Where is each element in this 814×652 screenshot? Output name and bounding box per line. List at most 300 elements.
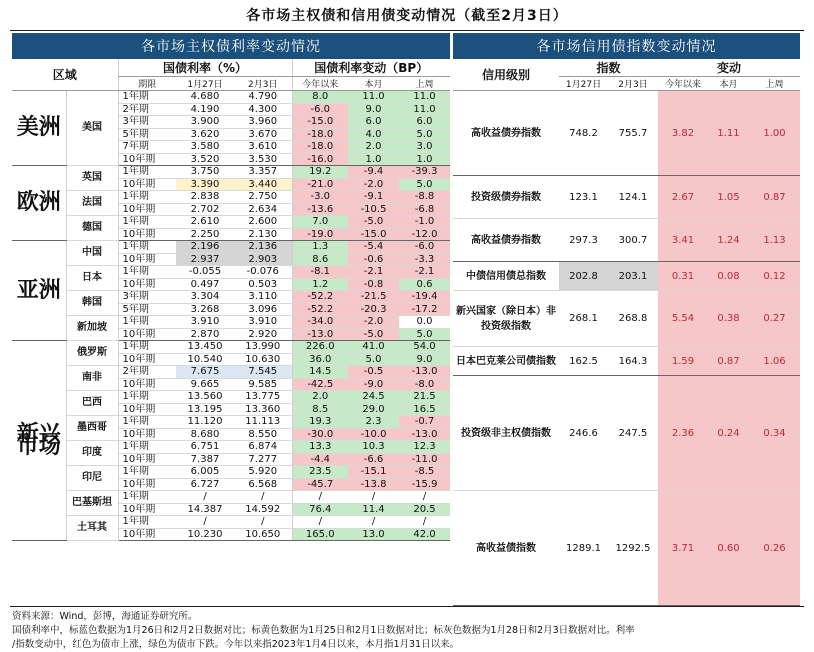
term-cell: 2年期 — [118, 103, 176, 116]
term-cell: 1年期 — [118, 341, 176, 354]
country-label: 俄罗斯 — [66, 341, 118, 366]
region-label: 美洲 — [12, 91, 66, 166]
rate-date1-cell: 6.005 — [176, 466, 234, 479]
country-label: 墨西哥 — [66, 416, 118, 441]
term-cell: 1年期 — [118, 491, 176, 504]
change-week-cell: -13.0 — [399, 366, 450, 379]
change-ytd-cell: 19.2 — [292, 166, 348, 179]
change-ytd-cell: / — [292, 491, 348, 504]
rate-date2-cell: 4.790 — [234, 91, 292, 104]
change-ytd-cell: 2.0 — [292, 391, 348, 404]
color-note: 国债利率中，标蓝色数据为1月26日和2月2日数据对比；标黄色数据为1月25日和2月1日数据对比；标灰色数据为1月28日和2月3日数据对比。利率 — [12, 625, 635, 636]
change-mtd-cell: -9.4 — [348, 166, 399, 179]
change-ytd-cell: 13.3 — [292, 441, 348, 454]
country-label: 英国 — [66, 166, 118, 191]
rate-date1-cell: 9.665 — [176, 378, 234, 391]
term-cell: 10年期 — [118, 228, 176, 241]
index-change-ytd-cell: 3.82 — [658, 91, 708, 176]
term-cell: 5年期 — [118, 128, 176, 141]
index-date1-cell: 246.6 — [559, 376, 608, 491]
rate-date1-cell: 4.190 — [176, 103, 234, 116]
table-row — [12, 291, 450, 304]
rate-date1-cell: 13.560 — [176, 391, 234, 404]
index-change-week-cell: 1.13 — [749, 219, 800, 262]
country-label: 土耳其 — [66, 516, 118, 541]
rate-date1-cell: 3.304 — [176, 291, 234, 304]
change-ytd-cell: -19.0 — [292, 228, 348, 241]
header-index-date-2: 2月3日 — [608, 77, 658, 91]
rate-date1-cell: 7.675 — [176, 366, 234, 379]
change-week-cell: 5.0 — [399, 178, 450, 191]
term-cell: 10年期 — [118, 528, 176, 541]
rate-date2-cell: 3.440 — [234, 178, 292, 191]
change-ytd-cell: -13.0 — [292, 328, 348, 341]
period-note: /指数变动中，红色为债市上涨，绿色为债市下跌。今年以来指2023年1月4日以来，本月指1月31日以来。 — [12, 639, 460, 650]
rate-date2-cell: 2.634 — [234, 203, 292, 216]
change-mtd-cell: -2.0 — [348, 316, 399, 329]
change-mtd-cell: -2.1 — [348, 266, 399, 279]
rate-date1-cell: 2.838 — [176, 191, 234, 204]
gov-banner: 各市场主权债利率变动情况 — [12, 33, 450, 59]
change-week-cell: -12.0 — [399, 228, 450, 241]
rate-date1-cell: 3.520 — [176, 153, 234, 166]
term-cell: 1年期 — [118, 166, 176, 179]
change-week-cell: -8.0 — [399, 378, 450, 391]
change-week-cell: 11.0 — [399, 91, 450, 104]
change-mtd-cell: -5.0 — [348, 216, 399, 229]
table-row — [12, 391, 450, 404]
header-rating: 信用级别 — [453, 59, 559, 91]
index-change-ytd-cell: 5.54 — [658, 291, 708, 347]
term-cell: 2年期 — [118, 366, 176, 379]
rate-date2-cell: 4.300 — [234, 103, 292, 116]
change-week-cell: / — [399, 516, 450, 529]
header-ytd: 今年以来 — [292, 77, 348, 91]
table-row — [12, 341, 450, 354]
change-week-cell: 6.0 — [399, 116, 450, 129]
rate-date1-cell: 3.910 — [176, 316, 234, 329]
index-change-ytd-cell: 3.71 — [658, 491, 708, 606]
header-index: 指数 — [559, 59, 658, 77]
rate-date1-cell: 6.727 — [176, 478, 234, 491]
change-mtd-cell: 4.0 — [348, 128, 399, 141]
term-cell: 1年期 — [118, 191, 176, 204]
index-change-week-cell: 0.87 — [749, 176, 800, 219]
bottom-rule — [10, 606, 804, 607]
change-week-cell: 0.0 — [399, 316, 450, 329]
region-label: 欧洲 — [12, 166, 66, 241]
rate-date1-cell: 13.450 — [176, 341, 234, 354]
rate-date2-cell: 5.920 — [234, 466, 292, 479]
term-cell: 10年期 — [118, 353, 176, 366]
index-change-ytd-cell: 2.67 — [658, 176, 708, 219]
rate-date1-cell: 4.680 — [176, 91, 234, 104]
header-mtd: 本月 — [348, 77, 399, 91]
credit-index-name: 投资级非主权债指数 — [453, 376, 559, 491]
change-week-cell: 12.3 — [399, 441, 450, 454]
table-row — [12, 416, 450, 429]
index-date1-cell: 748.2 — [559, 91, 608, 176]
change-ytd-cell: 1.2 — [292, 278, 348, 291]
term-cell: 1年期 — [118, 466, 176, 479]
rate-date2-cell: / — [234, 491, 292, 504]
sovereign-bond-table — [12, 59, 450, 541]
table-row — [12, 91, 450, 104]
credit-row — [453, 262, 800, 291]
index-change-week-cell: 1.06 — [749, 347, 800, 376]
index-change-mtd-cell: 0.60 — [708, 491, 749, 606]
credit-index-name: 新兴国家（除日本）非投资级指数 — [453, 291, 559, 347]
change-week-cell: -19.4 — [399, 291, 450, 304]
rate-date1-cell: 2.702 — [176, 203, 234, 216]
credit-index-name: 日本巴克莱公司债指数 — [453, 347, 559, 376]
change-week-cell: 5.0 — [399, 128, 450, 141]
credit-index-table — [453, 59, 800, 606]
credit-index-name: 中债信用债总指数 — [453, 262, 559, 291]
rate-date2-cell: -0.076 — [234, 266, 292, 279]
index-date2-cell: 124.1 — [608, 176, 658, 219]
rate-date1-cell: 3.750 — [176, 166, 234, 179]
change-ytd-cell: -52.2 — [292, 291, 348, 304]
term-cell: 1年期 — [118, 516, 176, 529]
rate-date2-cell: 10.630 — [234, 353, 292, 366]
change-week-cell: -1.0 — [399, 216, 450, 229]
change-mtd-cell: -2.0 — [348, 178, 399, 191]
credit-banner: 各市场信用债指数变动情况 — [453, 33, 800, 59]
rate-date2-cell: 7.277 — [234, 453, 292, 466]
figure-title: 各市场主权债和信用债变动情况（截至2月3日） — [246, 8, 568, 24]
term-cell: 10年期 — [118, 453, 176, 466]
region-label: 新兴市场 — [12, 341, 66, 541]
change-mtd-cell: -20.3 — [348, 303, 399, 316]
change-mtd-cell: -5.0 — [348, 328, 399, 341]
change-mtd-cell: 13.0 — [348, 528, 399, 541]
country-label: 印度 — [66, 441, 118, 466]
change-mtd-cell: -9.1 — [348, 191, 399, 204]
table-row — [12, 466, 450, 479]
change-mtd-cell: 11.4 — [348, 503, 399, 516]
table-row — [12, 191, 450, 204]
change-week-cell: -8.8 — [399, 191, 450, 204]
index-change-mtd-cell: 0.87 — [708, 347, 749, 376]
term-cell: 1年期 — [118, 316, 176, 329]
rate-date2-cell: 13.990 — [234, 341, 292, 354]
index-change-week-cell: 0.34 — [749, 376, 800, 491]
rate-date2-cell: 3.910 — [234, 316, 292, 329]
credit-row — [453, 347, 800, 376]
change-mtd-cell: / — [348, 491, 399, 504]
country-label: 新加坡 — [66, 316, 118, 341]
rate-date1-cell: / — [176, 516, 234, 529]
header-term: 期限 — [118, 77, 176, 91]
change-mtd-cell: -10.5 — [348, 203, 399, 216]
rate-date2-cell: 2.600 — [234, 216, 292, 229]
index-date1-cell: 268.1 — [559, 291, 608, 347]
index-date2-cell: 164.3 — [608, 347, 658, 376]
credit-row — [453, 491, 800, 606]
rate-date2-cell: 2.130 — [234, 228, 292, 241]
term-cell: 10年期 — [118, 253, 176, 266]
change-ytd-cell: 14.5 — [292, 366, 348, 379]
change-mtd-cell: -0.6 — [348, 253, 399, 266]
index-change-mtd-cell: 1.11 — [708, 91, 749, 176]
change-ytd-cell: 226.0 — [292, 341, 348, 354]
country-label: 巴西 — [66, 391, 118, 416]
rate-date1-cell: 0.497 — [176, 278, 234, 291]
change-ytd-cell: 23.5 — [292, 466, 348, 479]
change-mtd-cell: 1.0 — [348, 153, 399, 166]
header-index-mtd: 本月 — [708, 77, 749, 91]
rate-date2-cell: 3.670 — [234, 128, 292, 141]
header-rate: 国债利率（%） — [118, 59, 292, 77]
table-row — [12, 366, 450, 379]
header-week: 上周 — [399, 77, 450, 91]
change-week-cell: -6.8 — [399, 203, 450, 216]
index-change-ytd-cell: 2.36 — [658, 376, 708, 491]
rate-date1-cell: 11.120 — [176, 416, 234, 429]
change-week-cell: -11.0 — [399, 453, 450, 466]
index-change-ytd-cell: 1.59 — [658, 347, 708, 376]
rate-date1-cell: 6.751 — [176, 441, 234, 454]
change-week-cell: 20.5 — [399, 503, 450, 516]
change-week-cell: 5.0 — [399, 328, 450, 341]
rate-date1-cell: 10.230 — [176, 528, 234, 541]
index-date1-cell: 1289.1 — [559, 491, 608, 606]
credit-row — [453, 91, 800, 176]
change-ytd-cell: 8.0 — [292, 91, 348, 104]
change-week-cell: -3.3 — [399, 253, 450, 266]
rate-date2-cell: 8.550 — [234, 428, 292, 441]
change-week-cell: 54.0 — [399, 341, 450, 354]
rate-date1-cell: 3.268 — [176, 303, 234, 316]
change-ytd-cell: -4.4 — [292, 453, 348, 466]
header-rate-change: 国债利率变动（BP） — [292, 59, 450, 77]
rate-date2-cell: 3.960 — [234, 116, 292, 129]
credit-row — [453, 219, 800, 262]
change-mtd-cell: -10.0 — [348, 428, 399, 441]
country-label: 中国 — [66, 241, 118, 266]
term-cell: 10年期 — [118, 378, 176, 391]
rate-date2-cell: 2.903 — [234, 253, 292, 266]
rate-date1-cell: 13.195 — [176, 403, 234, 416]
country-label: 印尼 — [66, 466, 118, 491]
credit-row — [453, 176, 800, 219]
rate-date1-cell: 10.540 — [176, 353, 234, 366]
rate-date1-cell: 3.580 — [176, 141, 234, 154]
change-week-cell: -0.7 — [399, 416, 450, 429]
change-week-cell: 0.6 — [399, 278, 450, 291]
change-week-cell: -15.9 — [399, 478, 450, 491]
term-cell: 1年期 — [118, 391, 176, 404]
rate-date2-cell: 11.113 — [234, 416, 292, 429]
rate-date2-cell: 3.610 — [234, 141, 292, 154]
rate-date1-cell: 2.937 — [176, 253, 234, 266]
change-mtd-cell: -0.8 — [348, 278, 399, 291]
index-change-week-cell: 0.12 — [749, 262, 800, 291]
change-week-cell: 21.5 — [399, 391, 450, 404]
term-cell: 1年期 — [118, 216, 176, 229]
change-mtd-cell: 2.3 — [348, 416, 399, 429]
term-cell: 5年期 — [118, 303, 176, 316]
change-mtd-cell: 11.0 — [348, 91, 399, 104]
rate-date1-cell: 14.387 — [176, 503, 234, 516]
term-cell: 7年期 — [118, 141, 176, 154]
change-mtd-cell: 41.0 — [348, 341, 399, 354]
change-ytd-cell: 19.3 — [292, 416, 348, 429]
change-ytd-cell: -18.0 — [292, 141, 348, 154]
index-date1-cell: 202.8 — [559, 262, 608, 291]
country-label: 韩国 — [66, 291, 118, 316]
rate-date1-cell: 2.610 — [176, 216, 234, 229]
header-date-2: 2月3日 — [234, 77, 292, 91]
change-ytd-cell: 76.4 — [292, 503, 348, 516]
change-mtd-cell: 29.0 — [348, 403, 399, 416]
rate-date1-cell: / — [176, 491, 234, 504]
change-week-cell: -2.1 — [399, 266, 450, 279]
rate-date2-cell: 2.920 — [234, 328, 292, 341]
index-date2-cell: 203.1 — [608, 262, 658, 291]
header-region: 区域 — [12, 59, 118, 91]
term-cell: 1年期 — [118, 416, 176, 429]
term-cell: 10年期 — [118, 328, 176, 341]
change-ytd-cell: -21.0 — [292, 178, 348, 191]
change-ytd-cell: 165.0 — [292, 528, 348, 541]
credit-index-name: 高收益债指数 — [453, 491, 559, 606]
change-ytd-cell: -16.0 — [292, 153, 348, 166]
term-cell: 10年期 — [118, 203, 176, 216]
change-week-cell: / — [399, 491, 450, 504]
change-ytd-cell: -30.0 — [292, 428, 348, 441]
change-mtd-cell: 10.3 — [348, 441, 399, 454]
change-ytd-cell: 36.0 — [292, 353, 348, 366]
change-week-cell: 1.0 — [399, 153, 450, 166]
index-date2-cell: 755.7 — [608, 91, 658, 176]
rate-date2-cell: 2.750 — [234, 191, 292, 204]
change-week-cell: -39.3 — [399, 166, 450, 179]
header-date-1: 1月27日 — [176, 77, 234, 91]
rate-date2-cell: 7.545 — [234, 366, 292, 379]
change-mtd-cell: 24.5 — [348, 391, 399, 404]
term-cell: 1年期 — [118, 266, 176, 279]
rate-date2-cell: 9.585 — [234, 378, 292, 391]
change-ytd-cell: -52.2 — [292, 303, 348, 316]
index-date2-cell: 1292.5 — [608, 491, 658, 606]
rate-date2-cell: / — [234, 516, 292, 529]
change-mtd-cell: 6.0 — [348, 116, 399, 129]
table-row — [12, 241, 450, 254]
table-row — [12, 216, 450, 229]
index-change-mtd-cell: 1.05 — [708, 176, 749, 219]
rate-date1-cell: 2.196 — [176, 241, 234, 254]
change-ytd-cell: -6.0 — [292, 103, 348, 116]
rate-date1-cell: 2.870 — [176, 328, 234, 341]
change-mtd-cell: -15.0 — [348, 228, 399, 241]
change-week-cell: -13.0 — [399, 428, 450, 441]
change-mtd-cell: -21.5 — [348, 291, 399, 304]
index-date1-cell: 297.3 — [559, 219, 608, 262]
table-row — [12, 166, 450, 179]
term-cell: 3年期 — [118, 291, 176, 304]
rate-date1-cell: 3.390 — [176, 178, 234, 191]
region-label: 亚洲 — [12, 241, 66, 341]
rate-date2-cell: 3.357 — [234, 166, 292, 179]
top-rule — [10, 30, 804, 31]
change-ytd-cell: 8.6 — [292, 253, 348, 266]
change-ytd-cell: -15.0 — [292, 116, 348, 129]
change-mtd-cell: -13.8 — [348, 478, 399, 491]
change-ytd-cell: -34.0 — [292, 316, 348, 329]
rate-date2-cell: 10.650 — [234, 528, 292, 541]
change-mtd-cell: -0.5 — [348, 366, 399, 379]
index-change-week-cell: 0.26 — [749, 491, 800, 606]
country-label: 日本 — [66, 266, 118, 291]
change-week-cell: 3.0 — [399, 141, 450, 154]
term-cell: 1年期 — [118, 241, 176, 254]
rate-date2-cell: 3.530 — [234, 153, 292, 166]
term-cell: 10年期 — [118, 153, 176, 166]
index-date1-cell: 162.5 — [559, 347, 608, 376]
table-row — [12, 516, 450, 529]
term-cell: 1年期 — [118, 441, 176, 454]
term-cell: 10年期 — [118, 503, 176, 516]
table-row — [12, 491, 450, 504]
rate-date2-cell: 0.503 — [234, 278, 292, 291]
credit-row — [453, 291, 800, 347]
rate-date2-cell: 3.096 — [234, 303, 292, 316]
index-change-mtd-cell: 0.24 — [708, 376, 749, 491]
change-mtd-cell: 2.0 — [348, 141, 399, 154]
change-mtd-cell: / — [348, 516, 399, 529]
rate-date1-cell: 3.900 — [176, 116, 234, 129]
change-week-cell: -6.0 — [399, 241, 450, 254]
change-ytd-cell: / — [292, 516, 348, 529]
rate-date1-cell: 2.250 — [176, 228, 234, 241]
rate-date2-cell: 14.592 — [234, 503, 292, 516]
rate-date2-cell: 6.874 — [234, 441, 292, 454]
change-ytd-cell: -42.5 — [292, 378, 348, 391]
credit-index-name: 投资级债券指数 — [453, 176, 559, 219]
header-index-change: 变动 — [658, 59, 800, 77]
country-label: 巴基斯坦 — [66, 491, 118, 516]
change-mtd-cell: -9.0 — [348, 378, 399, 391]
term-cell: 10年期 — [118, 478, 176, 491]
index-change-mtd-cell: 0.38 — [708, 291, 749, 347]
country-label: 美国 — [66, 91, 118, 166]
rate-date2-cell: 13.360 — [234, 403, 292, 416]
change-week-cell: 11.0 — [399, 103, 450, 116]
table-row — [12, 441, 450, 454]
header-index-date-1: 1月27日 — [559, 77, 608, 91]
change-ytd-cell: -8.1 — [292, 266, 348, 279]
change-ytd-cell: -45.7 — [292, 478, 348, 491]
country-label: 德国 — [66, 216, 118, 241]
term-cell: 10年期 — [118, 403, 176, 416]
term-cell: 1年期 — [118, 91, 176, 104]
table-row — [12, 316, 450, 329]
country-label: 南非 — [66, 366, 118, 391]
index-change-week-cell: 1.00 — [749, 91, 800, 176]
header-index-week: 上周 — [749, 77, 800, 91]
change-mtd-cell: -6.6 — [348, 453, 399, 466]
change-week-cell: 9.0 — [399, 353, 450, 366]
rate-date2-cell: 3.110 — [234, 291, 292, 304]
change-week-cell: -8.5 — [399, 466, 450, 479]
change-ytd-cell: -18.0 — [292, 128, 348, 141]
rate-date2-cell: 2.136 — [234, 241, 292, 254]
index-date1-cell: 123.1 — [559, 176, 608, 219]
change-week-cell: 16.5 — [399, 403, 450, 416]
change-ytd-cell: -13.6 — [292, 203, 348, 216]
